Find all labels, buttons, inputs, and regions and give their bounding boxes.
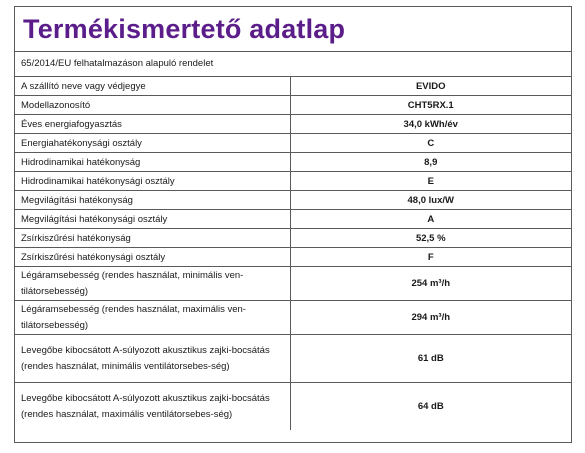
row-value: 48,0 lux/W [290,191,571,210]
row-label: Levegőbe kibocsátott A-súlyozott akusztikus zajki-bocsátás (rendes használat, minimális ventilátorsebes-ség) [15,335,290,383]
table-row [15,115,571,134]
row-value: 8,9 [290,153,571,172]
row-value: 254 m³/h [290,267,571,301]
row-value: 64 dB [290,383,571,431]
row-value: 34,0 kWh/év [290,115,571,134]
table-row [15,96,571,115]
row-value: 52,5 % [290,229,571,248]
row-label: Hidrodinamikai hatékonyság [15,153,290,172]
row-label: Megvilágítási hatékonyság [15,191,290,210]
row-value: F [290,248,571,267]
row-value: 294 m³/h [290,301,571,335]
row-label: Levegőbe kibocsátott A-súlyozott akusztikus zajki-bocsátás (rendes használat, maximális ventilátorsebes-ség) [21,393,270,420]
table-row [15,335,571,383]
table-row [15,248,571,267]
table-row [15,191,571,210]
table-row [15,77,571,96]
table-row [15,134,571,153]
row-label: Zsírkiszűrési hatékonyság [15,229,290,248]
table-row [15,383,571,431]
row-value: CHT5RX.1 [290,96,571,115]
specification-table [15,77,571,430]
row-label: A szállító neve vagy védjegye [15,77,290,96]
row-value: A [290,210,571,229]
row-label: Zsírkiszűrési hatékonysági osztály [15,248,290,267]
row-value: E [290,172,571,191]
table-row [15,229,571,248]
row-label: Légáramsebesség (rendes használat, maximális ven-tilátorsebesség) [15,301,290,335]
row-value: C [290,134,571,153]
row-label: Energiahatékonysági osztály [15,134,290,153]
table-row [15,210,571,229]
table-row [15,153,571,172]
row-label: Légáramsebesség (rendes használat, minimális ven-tilátorsebesség) [15,267,290,301]
row-label: Modellazonosító [15,96,290,115]
table-row [15,301,571,335]
row-label: Hidrodinamikai hatékonysági osztály [15,172,290,191]
regulation-reference: 65/2014/EU felhatalmazáson alapuló rendelet [15,52,571,77]
table-row [15,267,571,301]
row-label: Éves energiafogyasztás [15,115,290,134]
product-fiche [14,6,572,443]
row-value: 61 dB [290,335,571,383]
page-title: Termékismertető adatlap [15,7,571,52]
table-row [15,172,571,191]
row-label: Megvilágítási hatékonysági osztály [15,210,290,229]
row-value: EVIDO [290,77,571,96]
